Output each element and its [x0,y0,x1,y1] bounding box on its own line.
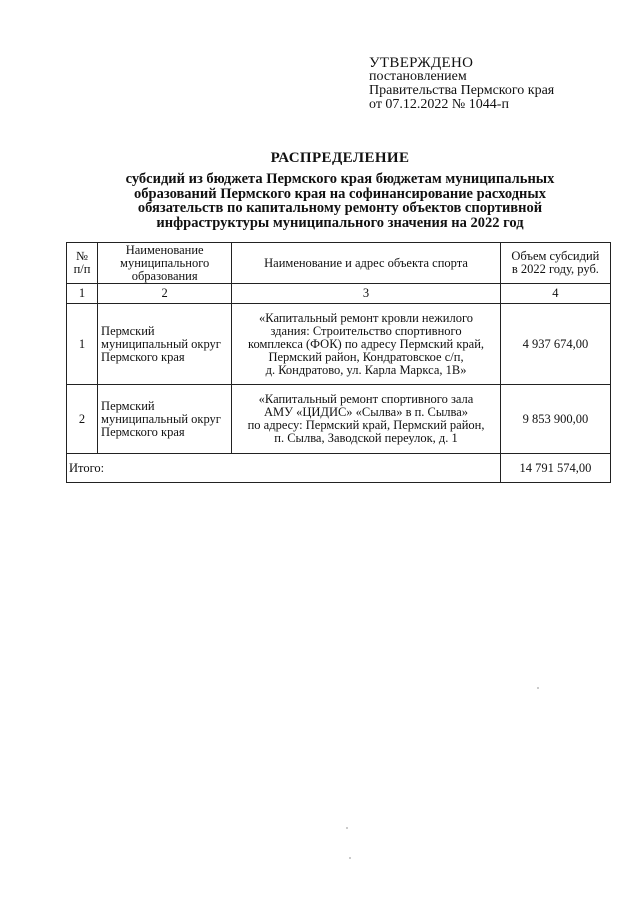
row-municipality [98,385,232,454]
scan-speck [349,857,351,859]
approval-line: Правительства Пермского края [369,83,555,98]
header-text: образования [131,268,198,283]
cell-line: по адресу: Пермский край, Пермский район, [247,418,485,432]
subtitle-line: обязательств по капитальному ремонту объектов спортивной [137,200,543,216]
approval-line: постановлением [369,69,467,84]
table-row [67,385,611,454]
header-text: п/п [73,262,91,276]
cell-line: Пермский [101,323,155,338]
header-text: № [76,249,88,263]
header-text: муниципального [120,255,210,270]
total-row [67,454,611,483]
total-amount: 14 791 574,00 [500,454,610,483]
row-municipality [98,304,232,385]
header-object [232,243,500,284]
row-number: 1 [67,304,98,385]
cell-line: комплекса (ФОК) по адресу Пермский край, [248,336,485,351]
scan-speck [537,687,539,689]
header-text: в 2022 году, руб. [511,262,599,276]
cell-line: Пермского края [101,349,185,364]
cell-line: д. Кондратово, ул. Карла Маркса, 1В» [265,362,467,377]
cell-line: муниципальный округ [101,411,221,426]
cell-line: Пермского края [101,424,185,439]
approval-heading: УТВЕРЖДЕНО [369,55,474,71]
column-index: 1 [67,284,98,304]
cell-line: «Капитальный ремонт кровли нежилого [259,310,474,325]
header-num [67,243,98,284]
column-index: 3 [232,284,500,304]
row-object [232,304,500,385]
subtitle-line: образований Пермского края на софинансирование расходных [134,185,546,202]
column-index: 4 [500,284,610,304]
table-row [67,304,611,385]
cell-line: муниципальный округ [101,336,221,351]
row-amount: 4 937 674,00 [500,304,610,385]
subtitle-line: инфраструктуры муниципального значения на 2022 год [156,214,524,231]
header-amount [500,243,610,284]
table-header-row [67,243,611,284]
scan-speck [346,827,348,829]
header-text: Наименование [125,242,204,257]
document-title: РАСПРЕДЕЛЕНИЕ [270,150,410,166]
document-subtitle [110,172,570,230]
approval-stamp [369,56,619,112]
total-label: Итого: [67,454,501,483]
cell-line: «Капитальный ремонт спортивного зала [258,392,474,406]
cell-line: Пермский район, Кондратовское с/п, [268,349,464,364]
cell-line: АМУ «ЦИДИС» «Сылва» в п. Сылва» [264,405,469,419]
row-amount: 9 853 900,00 [500,385,610,454]
cell-line: Пермский [101,398,155,413]
header-municipality [98,243,232,284]
column-index-row [67,284,611,304]
header-text: Объем субсидий [511,249,600,263]
column-index: 2 [98,284,232,304]
row-object [232,385,500,454]
distribution-table [66,242,611,483]
header-text: Наименование и адрес объекта спорта [264,255,468,270]
cell-line: здания: Строительство спортивного [270,323,462,338]
subtitle-line: субсидий из бюджета Пермского края бюджетам муниципальных [125,171,555,187]
approval-date-number: от 07.12.2022 № 1044-п [369,97,509,112]
cell-line: п. Сылва, Заводской переулок, д. 1 [274,431,458,445]
row-number: 2 [67,385,98,454]
